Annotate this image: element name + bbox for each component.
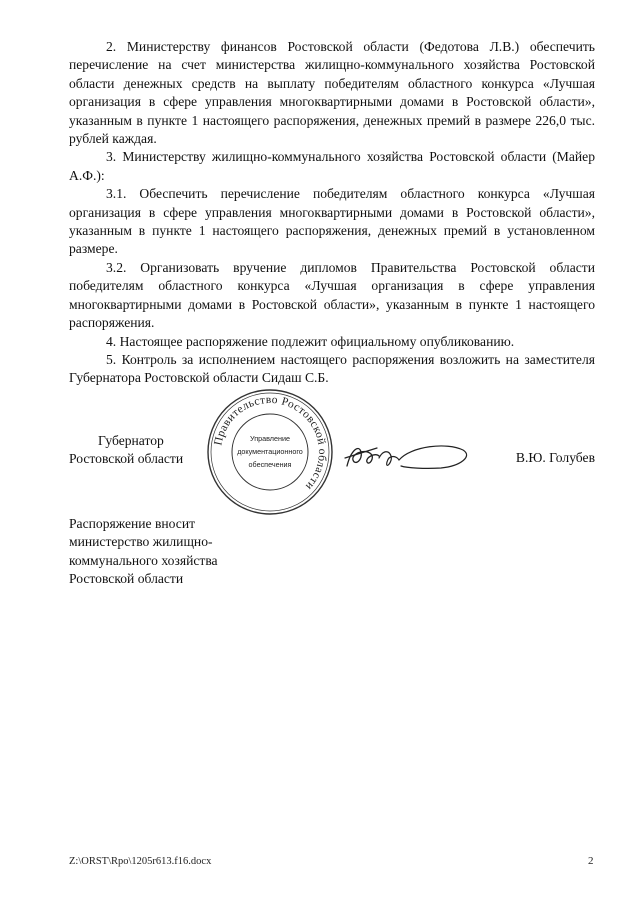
paragraph-item-4: 4. Настоящее распоряжение подлежит официальному опубликованию. [106, 333, 515, 349]
stamp-ring-textpath: Правительство Ростовской области [212, 393, 329, 493]
paragraph-item-2: 2. Министерству финансов Ростовской области (Федотова Л.В.) обеспечить перечисление на счет министерства жилищно-коммунального хозяйства Ростовской области денежных средств на выплату победителям областного конкурса «Лучшая организация в сфере управления многоквартирными домами в Ростовской области», указанным в пункте 1 настоящего распоряжения, денежных премий в размере 226,0 тыс. рублей каждая. [69, 39, 595, 147]
submitted-by-line-4: Ростовской области [69, 571, 184, 587]
handwritten-signature [341, 436, 471, 476]
submitted-by-line-3: коммунального хозяйства [69, 552, 218, 568]
submitted-by-line-2: министерство жилищно- [69, 534, 213, 550]
official-stamp [206, 388, 334, 516]
paragraph-item-3-1: 3.1. Обеспечить перечисление победителям областного конкурса «Лучшая организация в сфере управления многоквартирными домами в Ростовской области», указанным в пункте 1 настоящего распоряжения, денежных премий в установленном размере. [69, 186, 595, 257]
stamp-center-line-3: обеспечения [248, 460, 292, 469]
footer-file-path: Z:\ORST\Rpo\1205r613.f16.docx [69, 856, 212, 867]
stamp-center-line-2: документационного [237, 447, 303, 456]
signer-name: В.Ю. Голубев [515, 450, 595, 465]
stamp-center-line-1: Управление [250, 434, 290, 443]
paragraph-item-3: 3. Министерству жилищно-коммунального хозяйства Ростовской области (Майер А.Ф.): [69, 149, 595, 183]
signer-position [69, 432, 183, 469]
page-number: 2 [588, 855, 594, 867]
signer-position-line-2: Ростовской области [69, 451, 184, 467]
submitted-by-line-1: Распоряжение вносит [69, 516, 196, 531]
signature-block [69, 388, 595, 508]
submitted-by-note [69, 515, 218, 589]
body-text [69, 38, 595, 388]
paragraph-item-5: 5. Контроль за исполнением настоящего распоряжения возложить на заместителя Губернатора Ростовской области Сидаш С.Б. [69, 351, 595, 386]
paragraph-item-3-2: 3.2. Организовать вручение дипломов Правительства Ростовской области победителям областного конкурса «Лучшая организация в сфере управления многоквартирными домами в Ростовской области», указанным в пункте 1 настоящего распоряжения. [69, 259, 595, 331]
signer-position-line-1: Губернатор [98, 433, 164, 448]
